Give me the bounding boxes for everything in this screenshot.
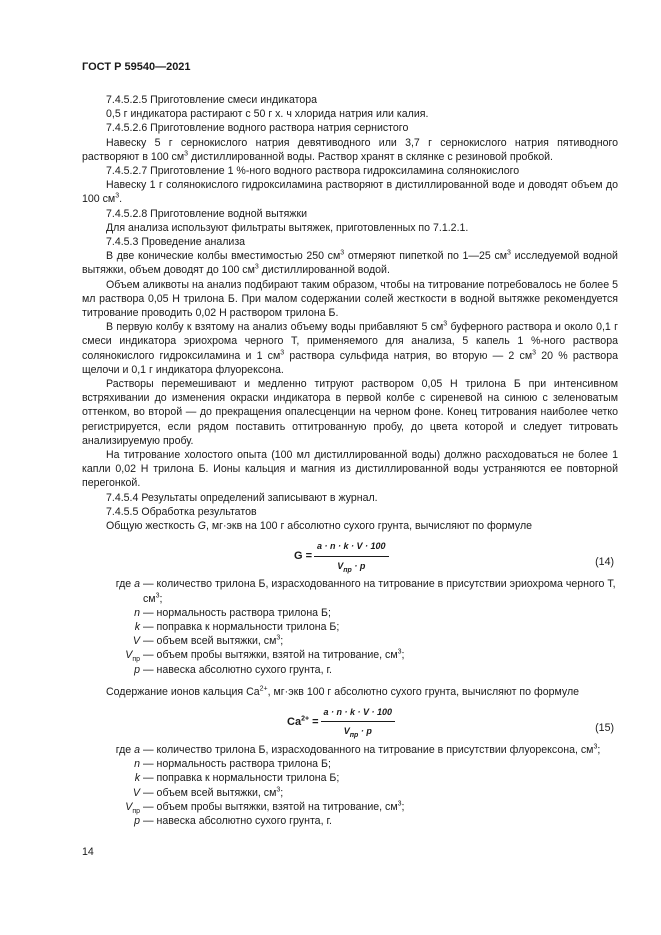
definition-row	[82, 606, 618, 620]
text-run: Объем аликвоты на анализ подбирают таким образом, чтобы на титрование потребовалось не более 5 мл раствора 0,05 Н трилона Б. При малом содержании солей жесткости в водной вытяжке рекомендуется титрование проводить 0,02 Н раствором трилона Б.	[82, 278, 618, 320]
definition-dash: —	[143, 635, 157, 648]
definition-body: навеска абсолютно сухого грунта, г.	[156, 663, 332, 676]
superscript: 3	[276, 634, 281, 642]
paragraph	[82, 136, 618, 164]
text-run: В первую колбу к взятому на анализ объему воды прибавляют 5 см	[106, 321, 444, 334]
paragraph	[82, 107, 618, 121]
lhs-symbol: Ca	[287, 715, 302, 728]
superscript: 3	[115, 192, 120, 200]
superscript: 3	[280, 349, 285, 357]
definition-symbol	[82, 606, 140, 620]
definition-body: навеска абсолютно сухого грунта, г.	[156, 814, 332, 827]
text-run: дистиллированной водой.	[258, 264, 390, 277]
document-header: ГОСТ Р 59540—2021	[82, 61, 191, 73]
definition-row	[82, 786, 618, 800]
definition-text	[140, 743, 618, 757]
definition-dash: —	[143, 578, 157, 591]
symbol: V	[125, 800, 133, 813]
paragraph	[82, 377, 618, 448]
definition-row	[82, 814, 618, 828]
definition-symbol	[82, 786, 140, 800]
fraction-denominator	[337, 557, 365, 573]
definitions-14	[82, 577, 618, 676]
definition-row	[82, 771, 618, 785]
definition-dash: —	[143, 620, 157, 633]
symbol: V	[132, 635, 140, 648]
definition-body: объем всей вытяжки, см	[156, 635, 277, 648]
paragraph	[82, 235, 618, 249]
definition-row	[82, 648, 618, 662]
symbol: n	[134, 758, 140, 771]
paragraph	[82, 448, 618, 491]
definition-symbol	[82, 757, 140, 771]
text-run: 7.4.5.4 Результаты определений записывают в журнал.	[106, 491, 378, 504]
definition-symbol	[82, 620, 140, 634]
definition-symbol	[82, 648, 140, 662]
definition-symbol	[82, 663, 140, 677]
definition-row	[82, 743, 618, 757]
text-run: отмеряют пипеткой по 1—25 см	[344, 250, 508, 263]
text-run: 7.4.5.2.7 Приготовление 1 %-ного водного раствора гидроксиламина солянокислого	[106, 165, 520, 178]
definition-dash: —	[143, 800, 157, 813]
den-subscript: пр	[349, 731, 359, 739]
text-run: , мг·экв 100 г абсолютно сухого грунта, вычисляют по формуле	[267, 685, 580, 698]
superscript: 3	[532, 349, 537, 357]
superscript: 3	[276, 786, 281, 793]
definition-text	[140, 786, 618, 800]
den-rest: · p	[358, 726, 372, 737]
definition-symbol	[82, 743, 140, 757]
fraction	[321, 705, 396, 738]
definition-tail: ;	[280, 786, 284, 799]
definition-dash: —	[143, 743, 157, 756]
text-run: 7.4.5.2.6 Приготовление водного раствора натрия сернистого	[106, 122, 409, 135]
text-run: Навеску 5 г сернокислого натрия девятиводного или 3,7 г сернокислого натрия пятиводного растворяют в 100 см	[82, 136, 618, 163]
definition-row	[82, 620, 618, 634]
symbol-subscript: пр	[132, 656, 140, 664]
definition-symbol	[82, 800, 140, 814]
definition-tail: ;	[597, 743, 601, 756]
den-variable: V	[337, 560, 344, 571]
definition-body: количество трилона Б, израсходованного на титрование в присутствии флуорексона, см	[156, 743, 594, 756]
definition-body: объем пробы вытяжки, взятой на титрование, см	[156, 649, 398, 662]
superscript: 3	[340, 249, 345, 257]
text-run: Общую жесткость	[106, 520, 198, 533]
paragraph	[82, 207, 618, 221]
paragraph	[82, 491, 618, 505]
symbol: a	[134, 578, 140, 591]
paragraph	[82, 121, 618, 135]
symbol: a	[134, 743, 140, 756]
fraction	[314, 539, 389, 572]
paragraph	[82, 278, 618, 321]
superscript: 3	[254, 263, 259, 271]
definition-row	[82, 577, 618, 605]
text-run: Содержание ионов кальция Ca	[106, 685, 260, 698]
definition-row	[82, 634, 618, 648]
den-rest: · p	[351, 560, 366, 571]
definition-text	[140, 757, 618, 771]
superscript: 3	[397, 800, 402, 808]
text-run: 7.4.5.2.8 Приготовление водной вытяжки	[106, 207, 307, 220]
superscript: 2+	[259, 685, 268, 693]
definition-lead: где	[115, 578, 135, 591]
definition-symbol	[82, 577, 140, 605]
definition-dash: —	[143, 663, 157, 676]
fraction-numerator: a · n · k · V · 100	[323, 706, 393, 717]
spacer	[82, 677, 618, 685]
equation-number: (15)	[595, 721, 614, 734]
definition-tail: ;	[401, 649, 405, 662]
text-run: 7.4.5.5 Обработка результатов	[106, 505, 257, 518]
symbol: p	[134, 814, 140, 827]
text-run: На титрование холостого опыта (100 мл дистиллированной воды) должно расходоваться не более 1 капли 0,02 Н трилона Б. Ионы кальция и магния из дистиллированной воды устраняются ее повторной перегонкой.	[82, 449, 618, 490]
superscript: 3	[593, 743, 598, 751]
definition-body: нормальность раствора трилона Б;	[156, 606, 331, 619]
lhs-superscript: 2+	[301, 714, 310, 722]
formula-15-expression	[287, 705, 395, 738]
symbol: k	[134, 772, 140, 785]
definition-symbol	[82, 814, 140, 828]
text-run: Растворы перемешивают и медленно титруют раствором 0,05 Н трилона Б при интенсивном встряхивании до изменения окраски индикатора в первой колбе с сиреневой на синюю с зеленоватым оттенком, во второй — до прекращения опалесценции на черном фоне. Конец титрования наиболее четко регистрируется, если рядом поставить оттитрованную пробу, до цвета которой и следует титровать анализируемую пробу.	[82, 378, 618, 447]
text-run: раствора сульфида натрия, во вторую — 2 см	[284, 349, 533, 362]
symbol: V	[132, 786, 140, 799]
superscript: 3	[507, 249, 511, 257]
definition-tail: ;	[280, 635, 284, 648]
definition-row	[82, 663, 618, 677]
text-run: , мг·экв на 100 г абсолютно сухого грунта, вычисляют по формуле	[205, 520, 533, 533]
equals-sign: =	[309, 715, 319, 728]
symbol: V	[125, 649, 133, 662]
definition-body: объем пробы вытяжки, взятой на титрование, см	[156, 800, 398, 813]
definition-text	[140, 634, 618, 648]
definition-row	[82, 757, 618, 771]
definition-text	[140, 606, 618, 620]
definition-text	[140, 663, 618, 677]
definition-body: количество трилона Б, израсходованного на титрование в присутствии эриохрома черного Т, см	[143, 578, 616, 605]
superscript: 3	[397, 648, 402, 656]
definition-body: нормальность раствора трилона Б;	[156, 758, 331, 771]
definition-dash: —	[143, 786, 157, 799]
page-number: 14	[82, 846, 94, 858]
formula-14-expression	[294, 539, 389, 572]
variable: G	[197, 520, 206, 533]
text-run: 7.4.5.2.5 Приготовление смеси индикатора	[106, 94, 318, 106]
paragraph	[82, 164, 618, 178]
text-run: дистиллированной воды. Раствор хранят в склянке с резиновой пробкой.	[188, 150, 554, 163]
superscript: 3	[184, 150, 189, 158]
symbol-subscript: пр	[132, 807, 140, 815]
definition-body: поправка к нормальности трилона Б;	[156, 772, 340, 785]
den-variable: V	[343, 726, 350, 737]
definition-text	[140, 800, 618, 814]
den-subscript: пр	[343, 566, 352, 574]
text-run: Для анализа используют фильтраты вытяжек, приготовленных по 7.1.2.1.	[106, 221, 469, 234]
definition-row	[82, 800, 618, 814]
definition-dash: —	[143, 606, 157, 619]
paragraph: Навеску 1 г солянокислого гидроксиламина растворяют в дистиллированной воде и доводят объем до 100 $см^3$.	[82, 179, 618, 206]
text-run: 7.4.5.3 Проведение анализа	[106, 236, 246, 249]
paragraph	[82, 93, 618, 107]
definition-text	[140, 771, 618, 785]
document-body	[82, 93, 618, 828]
definition-body: объем всей вытяжки, см	[156, 786, 277, 799]
text-run: 0,5 г индикатора растирают с 50 г х. ч хлорида натрия или калия.	[106, 108, 429, 121]
formula-lhs	[287, 715, 319, 729]
definition-tail: ;	[401, 800, 405, 813]
paragraph	[82, 221, 618, 235]
definition-text	[140, 620, 618, 634]
formula-14	[82, 533, 618, 577]
paragraph	[82, 519, 618, 533]
symbol: n	[134, 606, 140, 619]
formula-lhs: G =	[294, 549, 313, 562]
paragraph	[82, 505, 618, 519]
superscript: 3	[155, 591, 160, 599]
paragraph	[82, 685, 618, 699]
formula-15	[82, 699, 618, 743]
definition-dash: —	[143, 814, 157, 827]
definition-body: поправка к нормальности трилона Б;	[156, 620, 340, 633]
definition-text	[140, 577, 618, 605]
text-run: исследуемой водной вытяжки, объем доводят до 100 см	[82, 250, 618, 277]
fraction-numerator: a · n · k · V · 100	[317, 541, 386, 552]
symbol: k	[134, 620, 140, 633]
text-run: В две конические колбы вместимостью 250 см	[106, 250, 341, 263]
text-run: буферного раствора и около 0,1 г смеси индикатора эриохрома черного Т, применяемого для анализа, 5 капель 1 %-ного раствора солянокислого гидроксиламина и 1 см	[82, 321, 618, 362]
text-run: 20 % раствора щелочи и 0,1 г индикатора флуорексона.	[82, 349, 618, 376]
definition-dash: —	[143, 649, 157, 662]
equation-number: (14)	[595, 556, 614, 569]
definition-dash: —	[143, 772, 157, 785]
definition-text	[140, 814, 618, 828]
fraction-denominator	[344, 722, 372, 738]
definition-lead: где	[115, 743, 135, 756]
superscript: 3	[443, 320, 448, 328]
definitions-15	[82, 743, 618, 828]
symbol: p	[134, 663, 140, 676]
definition-tail: ;	[159, 592, 163, 605]
definition-symbol	[82, 771, 140, 785]
definition-symbol	[82, 634, 140, 648]
paragraph	[82, 320, 618, 377]
definition-dash: —	[143, 758, 157, 771]
definition-text	[140, 648, 618, 662]
paragraph	[82, 249, 618, 277]
text-run: Навеску 1 г солянокислого гидроксиламина растворяют в дистиллированной воде и доводят объем до 100 см	[82, 179, 618, 206]
